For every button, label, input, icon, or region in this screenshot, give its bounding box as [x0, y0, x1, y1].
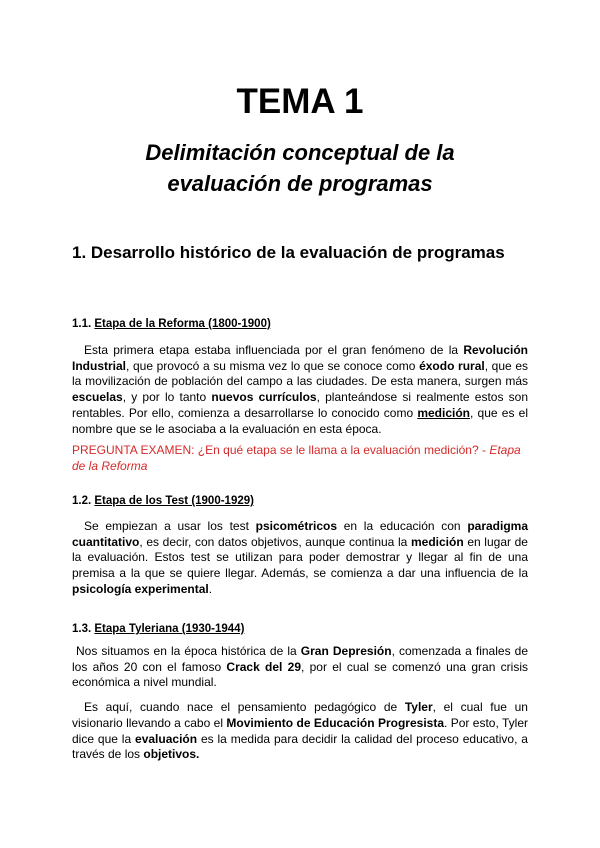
text: , es decir, con datos objetivos, aunque continua la [139, 534, 411, 549]
text: Es aquí, cuando nace el pensamiento pedagógico de [84, 700, 405, 715]
text: , planteándose si realmente estos son rentables. Por ello, comienza a desarrollarse lo conocido como [72, 390, 529, 420]
text: , que es la movilización de población del campo a las ciudades. De esta manera, surgen más [72, 358, 529, 389]
page-title: TEMA 1 [236, 82, 364, 121]
subsection-heading [72, 316, 528, 332]
bold-text: Movimiento de Educación Progresista [226, 715, 444, 730]
text: , comenzada a finales de los años 20 con el famoso [72, 644, 528, 674]
bold-text: Revolución Industrial [72, 343, 528, 373]
text: Se empiezan a usar los test [84, 519, 256, 533]
paragraph [72, 700, 528, 763]
text: Esta primera etapa estaba influenciada por el gran fenómeno de la [84, 343, 464, 357]
text: . [208, 581, 213, 596]
paragraph [72, 343, 528, 437]
text: . Por esto, Tyler dice que la [72, 715, 528, 746]
bold-text: psicología experimental [72, 581, 209, 596]
section-heading-1: 1. Desarrollo histórico de la evaluación de programas [72, 243, 505, 262]
bold-text: paradigma cuantitativo [72, 519, 528, 549]
text: Nos situamos en la época histórica de la [76, 644, 301, 658]
text: , el cual fue un visionario llevando a cabo el [72, 700, 528, 730]
subsection-number: 1.1. [72, 318, 92, 330]
subsection-number: 1.3. [72, 623, 92, 635]
subsection-label: Etapa Tyleriana (1930-1944) [94, 623, 245, 635]
bold-text: evaluación [135, 731, 198, 746]
bold-text: objetivos. [143, 747, 200, 762]
exam-answer: Etapa de la Reforma [72, 443, 521, 473]
subsection-1-2 [72, 493, 528, 598]
bold-text: escuelas [72, 390, 123, 405]
text: , y por lo tanto [122, 390, 212, 405]
paragraph [72, 644, 528, 691]
bold-text: Crack del 29 [226, 659, 302, 674]
paragraph [72, 519, 528, 598]
subsection-1-3 [72, 621, 528, 763]
bold-text: Tyler [404, 700, 433, 715]
subsection-number: 1.2. [72, 495, 92, 507]
bold-underlined-text: medición [417, 405, 471, 420]
bold-text: nuevos currículos [211, 390, 317, 405]
page-subtitle: Delimitación conceptual de la evaluación de programas [145, 140, 455, 196]
text: , por el cual se comenzó una gran crisis económica a nivel mundial. [72, 659, 528, 690]
subsection-1-1 [72, 316, 528, 475]
text: en la educación con [337, 519, 468, 533]
subsection-label: Etapa de la Reforma (1800-1900) [94, 318, 271, 330]
text: en lugar de la evaluación. Estos test se utilizan para poder demostrar y llegar al fin de una premisa a la que se quiere llegar. Además, se comienza a dar una influencia de la [72, 534, 528, 581]
exam-question-text: PREGUNTA EXAMEN: ¿En qué etapa se le llama a la evaluación medición? - [72, 443, 490, 458]
subsection-heading [72, 621, 528, 637]
exam-question [72, 443, 528, 474]
text: , que provocó a su misma vez lo que se conoce como [126, 358, 420, 373]
bold-text: Gran Depresión [300, 644, 392, 658]
bold-text: psicométricos [255, 519, 338, 533]
bold-text: éxodo rural [419, 358, 485, 373]
text: es la medida para decidir la calidad del proceso educativo, a través de los [72, 731, 528, 762]
subsection-heading [72, 493, 528, 509]
bold-text: medición [410, 534, 464, 549]
text: , que es el nombre que se le asociaba a la evaluación en esta época. [72, 405, 528, 436]
subsection-label: Etapa de los Test (1900-1929) [94, 495, 254, 507]
